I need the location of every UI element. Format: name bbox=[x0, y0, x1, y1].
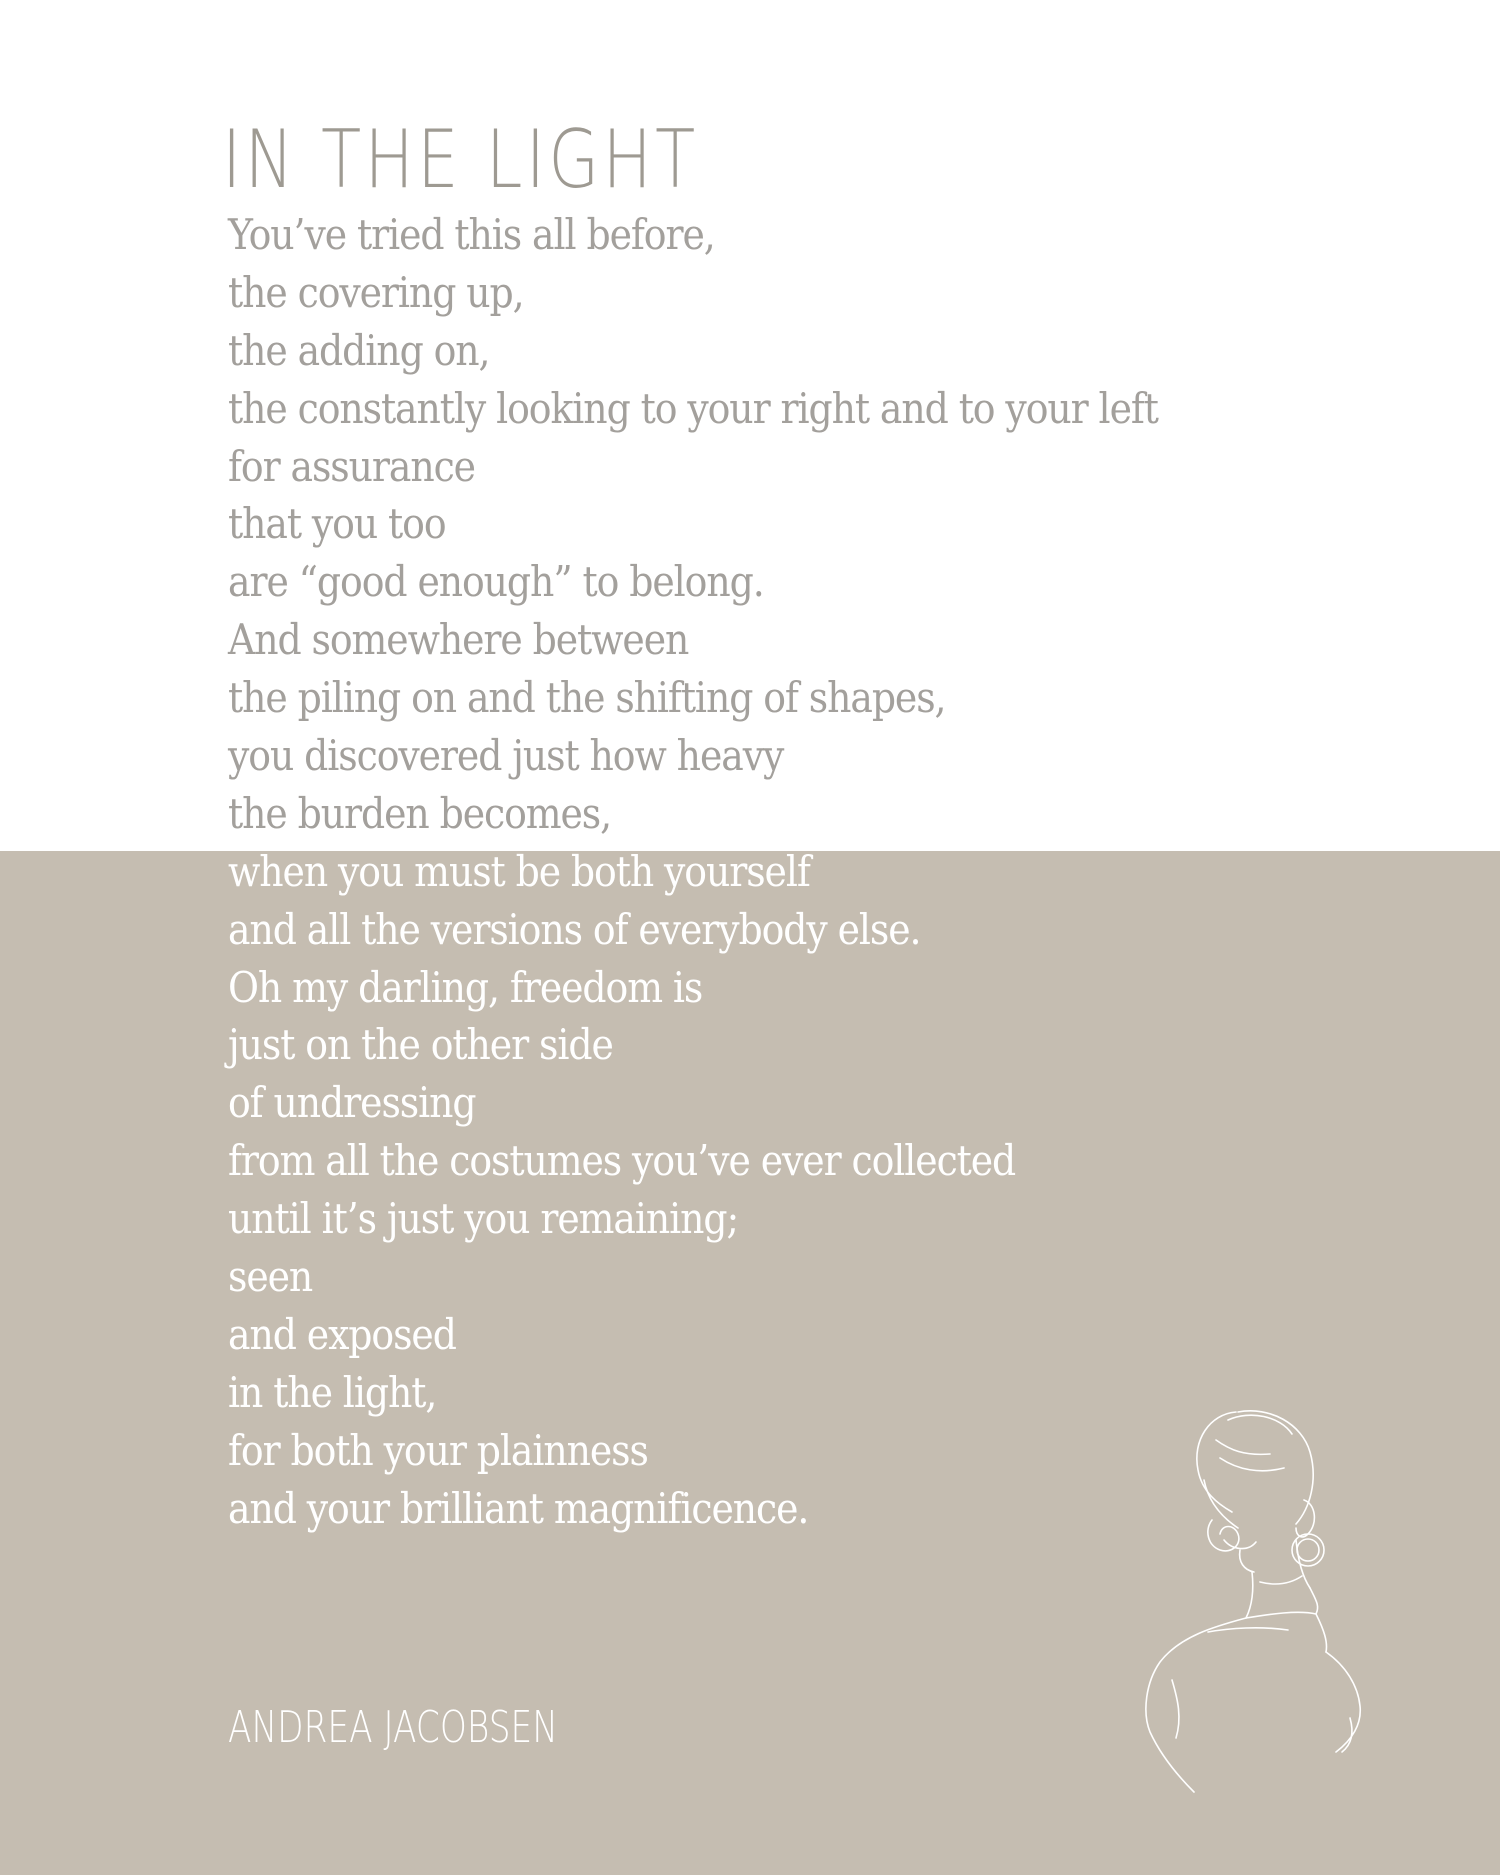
poem-title: IN THE LIGHT bbox=[222, 113, 699, 206]
poem-line: for assurance bbox=[228, 441, 475, 491]
poem-line: until it’s just you remaining; bbox=[228, 1194, 739, 1244]
poem-line: seen bbox=[228, 1252, 313, 1302]
poem-line: that you too bbox=[228, 499, 446, 549]
poem-line: the constantly looking to your right and to your left bbox=[228, 383, 1158, 433]
poem-line: just on the other side bbox=[228, 1020, 613, 1070]
poem-line: Oh my darling, freedom is bbox=[228, 962, 703, 1012]
poem-line: are “good enough” to belong. bbox=[228, 557, 764, 607]
poem-line: You’ve tried this all before, bbox=[228, 210, 715, 259]
poem-line: you discovered just how heavy bbox=[228, 731, 784, 781]
author-signature: ANDREA JACOBSEN bbox=[228, 1702, 558, 1753]
poem-body bbox=[228, 206, 1261, 1537]
poem-line: the piling on and the shifting of shapes, bbox=[228, 673, 946, 723]
poem-line: and all the versions of everybody else. bbox=[228, 904, 921, 954]
poem-line: for both your plainness bbox=[228, 1425, 648, 1475]
poem-line: the covering up, bbox=[228, 267, 524, 317]
poem-line: the burden becomes, bbox=[228, 788, 612, 838]
woman-line-drawing-icon bbox=[1120, 1400, 1380, 1800]
poem-line: in the light, bbox=[228, 1367, 437, 1417]
poem-line: from all the costumes you’ve ever collected bbox=[228, 1136, 1016, 1186]
poem-line: And somewhere between bbox=[228, 615, 689, 665]
poem-line: and your brilliant magnificence. bbox=[228, 1483, 809, 1533]
poem-line: of undressing bbox=[228, 1078, 476, 1128]
poem-line: and exposed bbox=[228, 1309, 456, 1359]
poem-line: when you must be both yourself bbox=[228, 846, 810, 896]
poem-line: the adding on, bbox=[228, 325, 490, 375]
